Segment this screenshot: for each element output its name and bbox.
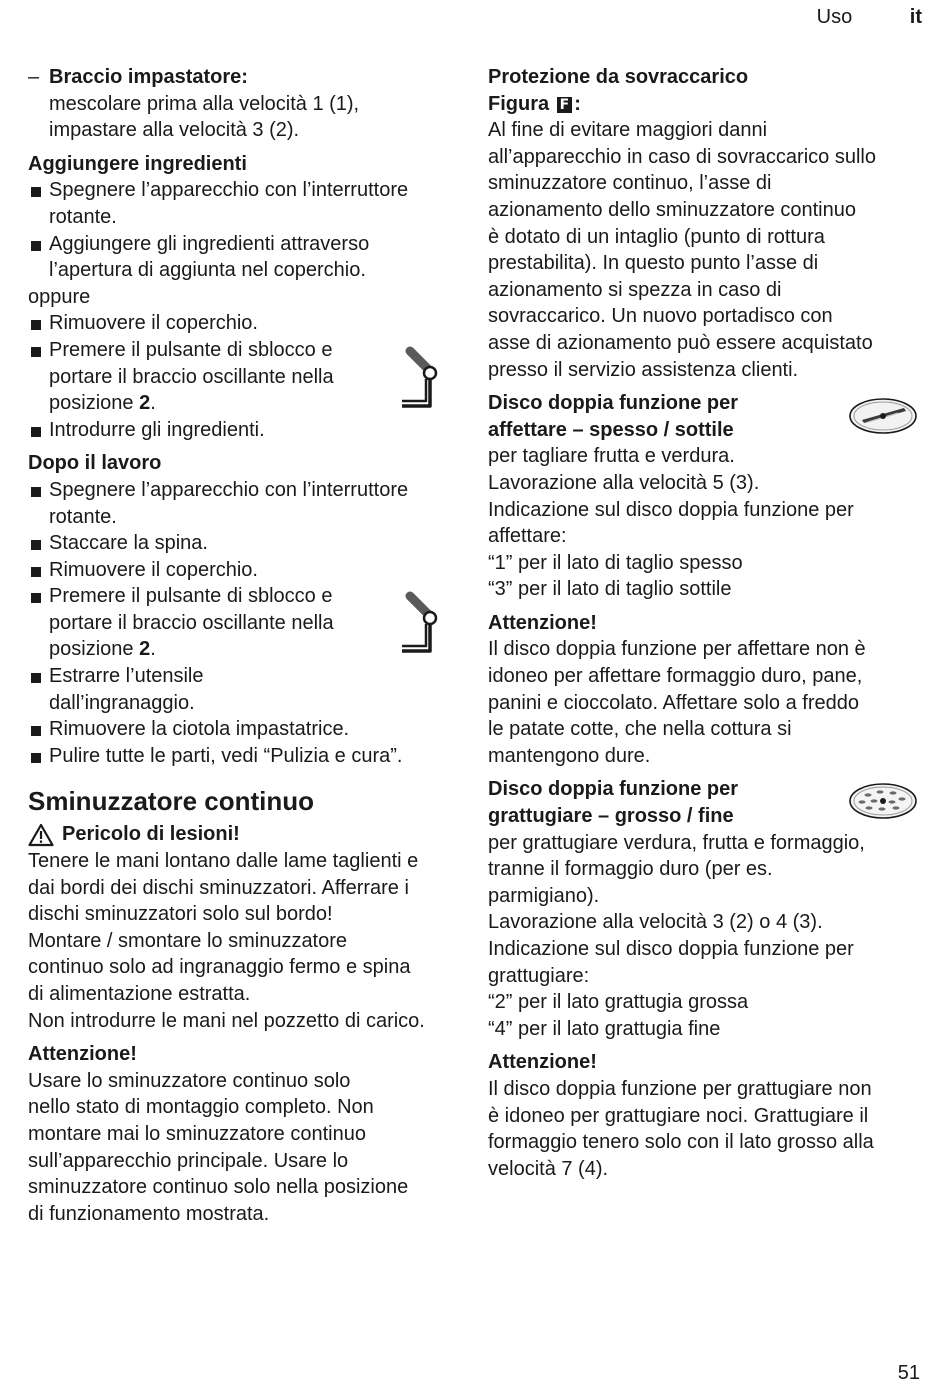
position-number: 2: [139, 638, 151, 661]
list-line: rotante.: [49, 505, 117, 528]
danger-line: continuo solo ad ingranaggio fermo e spina: [28, 956, 411, 979]
slicing-disc-icon: [848, 396, 918, 436]
danger-line: dai bordi dei dischi sminuzzatori. Afferrare i: [28, 876, 409, 899]
grate-attention-line: Il disco doppia funzione per grattugiare non: [488, 1077, 872, 1100]
overload-line: Al fine di evitare maggiori danni: [488, 119, 768, 142]
header-language: it: [909, 6, 922, 28]
list-line: Introdurre gli ingredienti.: [49, 418, 265, 441]
slice-disc-heading: Disco doppia funzione per: [488, 392, 739, 415]
list-line: Premere il pulsante di sblocco e: [49, 585, 333, 608]
list-item: [28, 743, 468, 770]
list-item: [28, 310, 468, 337]
slice-disc-heading: affettare – spesso / sottile: [488, 418, 734, 441]
list-line: dall’ingranaggio.: [49, 691, 195, 714]
danger-line: Non introdurre le mani nel pozzetto di carico.: [28, 1009, 425, 1032]
list-line: Aggiungere gli ingredienti attraverso: [49, 232, 370, 255]
list-line: Estrarre l’utensile: [49, 665, 204, 688]
overload-line: è dotato di un intaglio (punto di rottura: [488, 225, 825, 248]
list-item: [28, 663, 468, 716]
dash-line: mescolare prima alla velocità 1 (1),: [49, 92, 360, 115]
list-line: Rimuovere il coperchio.: [49, 558, 258, 581]
dash-mark: –: [28, 66, 40, 88]
slice-attention-line: panini e cioccolato. Affettare solo a freddo: [488, 691, 859, 714]
grate-line: grattugiare:: [488, 964, 590, 987]
section-title: Sminuzzatore continuo: [28, 786, 314, 817]
list-item: [28, 417, 468, 444]
slice-attention-line: le patate cotte, che nella cottura si: [488, 718, 792, 741]
list-item: [28, 477, 468, 530]
overload-line: sovraccarico. Un nuovo portadisco con: [488, 305, 833, 328]
overload-line: azionamento dello sminuzzatore continuo: [488, 198, 856, 221]
list-line: portare il braccio oscillante nella: [49, 611, 334, 634]
slice-attention-heading: Attenzione!: [488, 611, 597, 634]
grate-disc-heading: Disco doppia funzione per: [488, 778, 739, 801]
slice-line: Indicazione sul disco doppia funzione per: [488, 498, 854, 521]
lever-position-icon: [396, 345, 444, 411]
attention-line: nello stato di montaggio completo. Non: [28, 1096, 374, 1119]
figure-reference: [488, 91, 920, 118]
or-text: oppure: [28, 285, 91, 308]
attention-line: sminuzzatore continuo solo nella posizione: [28, 1176, 409, 1199]
list-line: Rimuovere la ciotola impastatrice.: [49, 718, 350, 741]
dash-item-kneading-arm: [28, 64, 468, 144]
lever-position-icon: [396, 590, 444, 656]
attention-line: di funzionamento mostrata.: [28, 1202, 270, 1225]
overload-line: all’apparecchio in caso di sovraccarico sullo: [488, 145, 876, 168]
figure-suffix: :: [574, 92, 581, 115]
after-work-heading: Dopo il lavoro: [28, 452, 162, 475]
grate-attention-line: è idoneo per grattugiare noci. Grattugiare il: [488, 1104, 869, 1127]
grate-line: “4” per il lato grattugia fine: [488, 1017, 721, 1040]
right-column: [488, 64, 920, 1182]
list-line: posizione 2.: [49, 638, 156, 661]
list-item: [28, 716, 468, 743]
grate-line: parmigiano).: [488, 884, 600, 907]
slice-line: per tagliare frutta e verdura.: [488, 445, 735, 468]
overload-line: asse di azionamento può essere acquistato: [488, 331, 873, 354]
grate-disc-heading: grattugiare – grosso / fine: [488, 805, 734, 828]
position-text: posizione: [49, 638, 140, 661]
grate-attention-line: velocità 7 (4).: [488, 1157, 609, 1180]
attention-line: sull’apparecchio principale. Usare lo: [28, 1149, 349, 1172]
grate-line: tranne il formaggio duro (per es.: [488, 858, 773, 881]
danger-line: Montare / smontare lo sminuzzatore: [28, 929, 348, 952]
header-section: Uso: [816, 6, 853, 28]
list-line: l’apertura di aggiunta nel coperchio.: [49, 259, 366, 282]
page-number: 51: [897, 1362, 920, 1384]
dash-title: Braccio impastatore:: [49, 66, 248, 88]
danger-line: dischi sminuzzatori solo sul bordo!: [28, 903, 333, 926]
danger-line: Tenere le mani lontano dalle lame taglienti e: [28, 850, 419, 873]
danger-line: di alimentazione estratta.: [28, 983, 251, 1005]
overload-line: prestabilita). In questo punto l’asse di: [488, 252, 819, 275]
attention-heading: Attenzione!: [28, 1043, 137, 1066]
slice-line: “3” per il lato di taglio sottile: [488, 578, 732, 601]
slice-line: Lavorazione alla velocità 5 (3).: [488, 471, 760, 494]
overload-line: presso il servizio assistenza clienti.: [488, 358, 799, 381]
list-line: Rimuovere il coperchio.: [49, 312, 258, 335]
list-item: [28, 557, 468, 584]
figure-prefix: Figura: [488, 92, 555, 115]
dash-line: impastare alla velocità 3 (2).: [49, 119, 300, 142]
attention-line: Usare lo sminuzzatore continuo solo: [28, 1069, 351, 1092]
list-line: Spegnere l’apparecchio con l’interruttore: [49, 478, 409, 501]
overload-heading: Protezione da sovraccarico: [488, 66, 749, 88]
list-line: portare il braccio oscillante nella: [49, 365, 334, 388]
grate-line: per grattugiare verdura, frutta e formaggio,: [488, 831, 865, 854]
position-number: 2: [139, 392, 151, 415]
slice-attention-line: mantengono dure.: [488, 744, 651, 767]
list-item: [28, 530, 468, 557]
slice-line: “1” per il lato di taglio spesso: [488, 551, 743, 574]
list-line: posizione 2.: [49, 392, 156, 415]
grate-attention-heading: Attenzione!: [488, 1051, 597, 1074]
list-item: [28, 231, 468, 284]
grate-line: “2” per il lato grattugia grossa: [488, 991, 749, 1014]
overload-line: sminuzzatore continuo, l’asse di: [488, 172, 772, 195]
warning-triangle-icon: [28, 823, 54, 847]
slice-line: affettare:: [488, 525, 567, 548]
list-line: Staccare la spina.: [49, 532, 208, 555]
figure-letter-badge: F: [557, 97, 573, 113]
attention-line: montare mai lo sminuzzatore continuo: [28, 1122, 366, 1145]
page-header: [817, 6, 922, 29]
slice-attention-line: Il disco doppia funzione per affettare non è: [488, 638, 866, 661]
list-line: Premere il pulsante di sblocco e: [49, 338, 333, 361]
grate-line: Lavorazione alla velocità 3 (2) o 4 (3).: [488, 911, 823, 934]
danger-title: Pericolo di lesioni!: [62, 823, 240, 846]
danger-heading: [28, 821, 468, 848]
add-ingredients-heading: Aggiungere ingredienti: [28, 152, 247, 175]
grate-attention-line: formaggio tenero solo con il lato grosso alla: [488, 1131, 874, 1154]
position-text: posizione: [49, 392, 140, 415]
overload-line: azionamento si spezza in caso di: [488, 278, 782, 301]
list-item: [28, 177, 468, 230]
list-line: rotante.: [49, 205, 117, 228]
list-line: Spegnere l’apparecchio con l’interruttore: [49, 179, 409, 202]
slice-attention-line: idoneo per affettare formaggio duro, pane,: [488, 665, 863, 688]
grate-line: Indicazione sul disco doppia funzione per: [488, 938, 854, 960]
grating-disc-icon: [848, 781, 918, 821]
list-line: Pulire tutte le parti, vedi “Pulizia e cura”.: [49, 744, 403, 767]
